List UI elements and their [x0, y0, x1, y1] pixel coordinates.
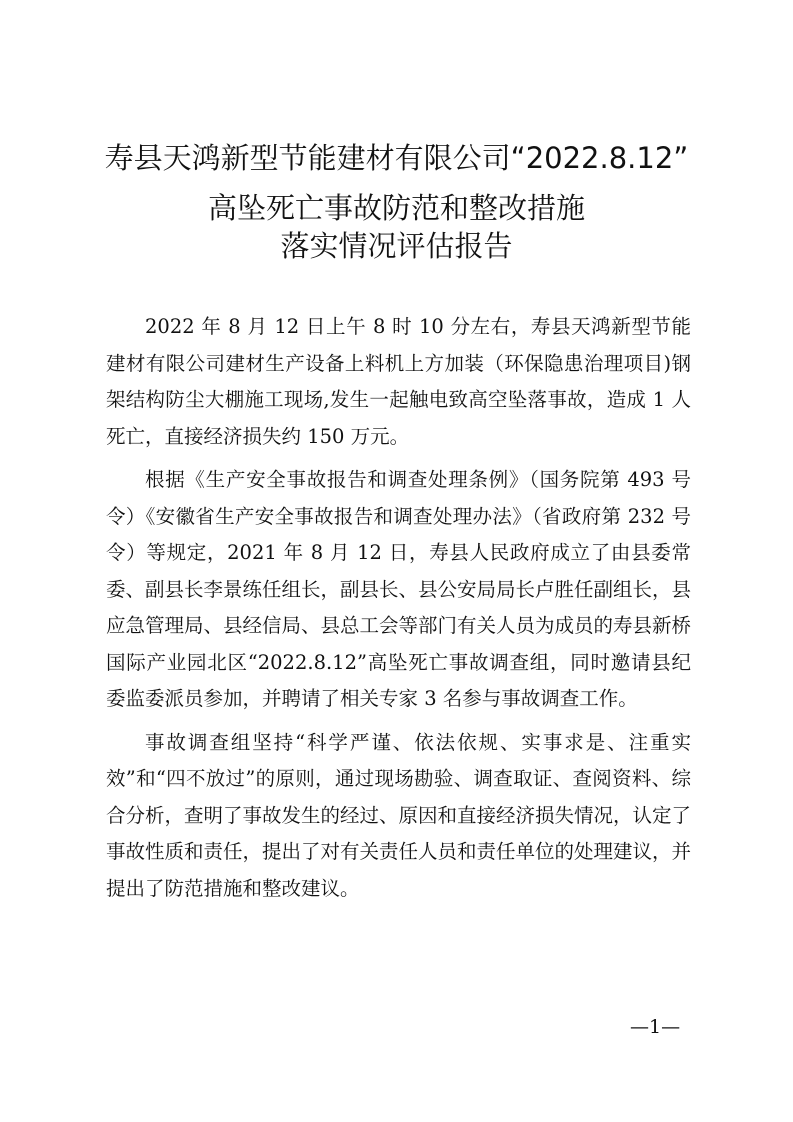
document-body [106, 309, 691, 914]
page-number: —1— [630, 1016, 681, 1038]
document-title-line-1: 寿县天鸿新型节能建材有限公司“2022.8.12” [104, 141, 689, 175]
document-title-line-3: 落实情况评估报告 [280, 229, 513, 263]
paragraph-investigation-team: 根据《生产安全事故报告和调查处理条例》（国务院第 493 号令）《安徽省生产安全事故报告和调查处理办法》（省政府第 232 号令）等规定，2021 年 8 月 12 日，寿县人民政府成立了由县委常委、副县长李景练任组长，副县长、县公安局局长卢胜任副组长，县应急管理局、县经信局、县总工会等部门有关人员为成员的寿县新桥国际产业园北区“2022.8.12”高坠死亡事故调查组，同时邀请县纪委监委派员参加，并聘请了相关专家 3 名参与事故调查工作。 [106, 468, 692, 710]
document-title-line-2: 高坠死亡事故防范和整改措施 [207, 191, 585, 225]
paragraph-accident-summary: 2022 年 8 月 12 日上午 8 时 10 分左右，寿县天鸿新型节能建材有限公司建材生产设备上料机上方加装（环保隐患治理项目)钢架结构防尘大棚施工现场,发生一起触电致高空坠落事故，造成 1 人死亡，直接经济损失约 150 万元。 [106, 315, 691, 448]
paragraph-investigation-principles: 事故调查组坚持“科学严谨、依法依规、实事求是、注重实效”和“四不放过”的原则，通过现场勘验、调查取证、查阅资料、综合分析，查明了事故发生的经过、原因和直接经济损失情况，认定了事故性质和责任，提出了对有关责任人员和责任单位的处理建议，并提出了防范措施和整改建议。 [106, 730, 692, 900]
